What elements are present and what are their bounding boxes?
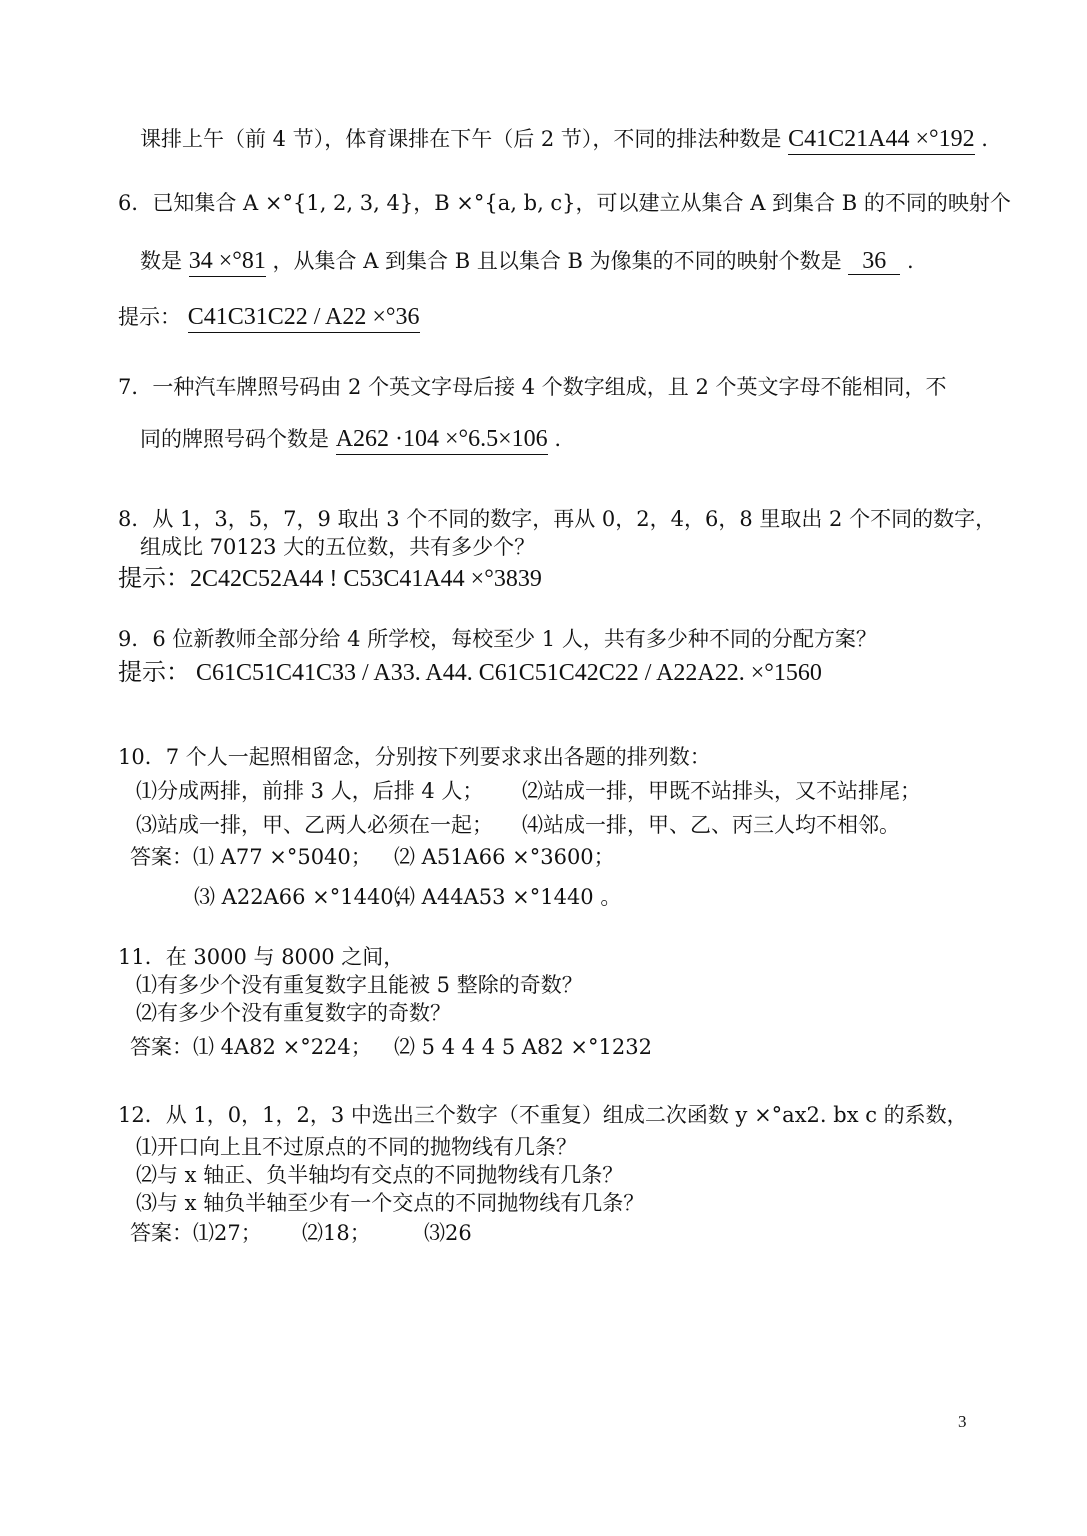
q12-text: 12．从 1，0，1，2，3 中选出三个数字（不重复）组成二次函数 y ×°ax2. bx c 的系数， <box>118 1103 968 1127</box>
q8-text: 8．从 1，3，5，7，9 取出 3 个不同的数字，再从 0，2，4，6，8 里取出 2 个不同的数字， <box>118 507 997 531</box>
q8-text-2: 组成比 70123 大的五位数，共有多少个？ <box>140 535 536 559</box>
q6-answer-2: 36 <box>848 248 900 275</box>
q12-part-3: ⑶与 x 轴负半轴至少有一个交点的不同抛物线有几条？ <box>136 1191 645 1215</box>
page-number: 3 <box>958 1412 967 1431</box>
q10-part-1: ⑴分成两排，前排 3 人，后排 4 人； <box>136 779 484 803</box>
q10-text: 10．7 个人一起照相留念，分别按下列要求求出各题的排列数： <box>118 745 711 769</box>
q11-answer-1: 答案：⑴ 4A82 ×°224； <box>130 1035 372 1059</box>
q10-answer-4: ⑷ A44A53 ×°1440 。 <box>394 885 622 909</box>
q12-answer-3: ⑶26 <box>424 1221 472 1245</box>
q6-hint <box>118 302 420 332</box>
q6-label-a: 数是 <box>140 249 182 273</box>
q11-part-2: ⑵有多少个没有重复数字的奇数？ <box>136 1001 451 1025</box>
q10-part-3: ⑶站成一排，甲、乙两人必须在一起； <box>136 813 493 837</box>
hint-label: 提示： <box>118 305 181 329</box>
q12-answer-1: 答案：⑴27； <box>130 1221 262 1245</box>
q7-end: . <box>554 427 562 451</box>
q10-answer-1: 答案：⑴ A77 ×°5040； <box>130 845 372 869</box>
q11-text: 11．在 3000 与 8000 之间， <box>118 945 405 969</box>
q5-continuation <box>140 124 988 154</box>
q12-answer-2: ⑵18； <box>302 1221 371 1245</box>
hint-formula: C41C31C22 / A22 ×°36 <box>188 304 420 333</box>
q12-part-2: ⑵与 x 轴正、负半轴均有交点的不同抛物线有几条？ <box>136 1163 624 1187</box>
q6-text: 6．已知集合 A ×°{1, 2, 3, 4}，B ×°{a, b, c}，可以建立从集合 A 到集合 B 的不同的映射个 <box>118 191 1011 215</box>
q6-end: . <box>906 249 914 273</box>
q5-text: 课排上午（前 4 节），体育课排在下午（后 2 节），不同的排法种数是 <box>140 127 782 151</box>
q9-hint-text: 提示： C61C51C41C33 / A33. A44. C61C51C42C22 / A22A22. ×°1560 <box>118 660 822 686</box>
q11-answer-2: ⑵ 5 4 4 4 5 A82 ×°1232 <box>394 1035 652 1059</box>
q11-part-1: ⑴有多少个没有重复数字且能被 5 整除的奇数？ <box>136 973 583 997</box>
q5-answer: C41C21A44 ×°192 <box>788 126 974 155</box>
q8-hint-text: 提示：2C42C52A44 ! C53C41A44 ×°3839 <box>118 566 542 592</box>
q10-answer-3: ⑶ A22A66 ×°1440； <box>194 885 415 909</box>
q10-answer-2: ⑵ A51A66 ×°3600； <box>394 845 615 869</box>
q6-label-b: ，从集合 A 到集合 B 且以集合 B 为像集的不同的映射个数是 <box>272 249 842 273</box>
q6-answers <box>140 246 914 276</box>
q10-part-4: ⑷站成一排，甲、乙、丙三人均不相邻。 <box>522 813 900 837</box>
q7-label: 同的牌照号码个数是 <box>140 427 329 451</box>
q7-answer-line <box>140 424 561 454</box>
q7-text: 7．一种汽车牌照号码由 2 个英文字母后接 4 个数字组成，且 2 个英文字母不能相同，不 <box>118 375 947 399</box>
q6-answer-1: 34 ×°81 <box>189 248 266 277</box>
q9-text: 9．6 位新教师全部分给 4 所学校，每校至少 1 人，共有多少种不同的分配方案？ <box>118 627 877 651</box>
q5-end: . <box>981 127 988 151</box>
q7-answer: A262 ·104 ×°6.5×106 <box>336 426 548 455</box>
q8-hint <box>118 564 542 594</box>
q12-part-1: ⑴开口向上且不过原点的不同的抛物线有几条？ <box>136 1135 577 1159</box>
q9-hint <box>118 658 822 688</box>
q10-part-2: ⑵站成一排，甲既不站排头，又不站排尾； <box>522 779 921 803</box>
